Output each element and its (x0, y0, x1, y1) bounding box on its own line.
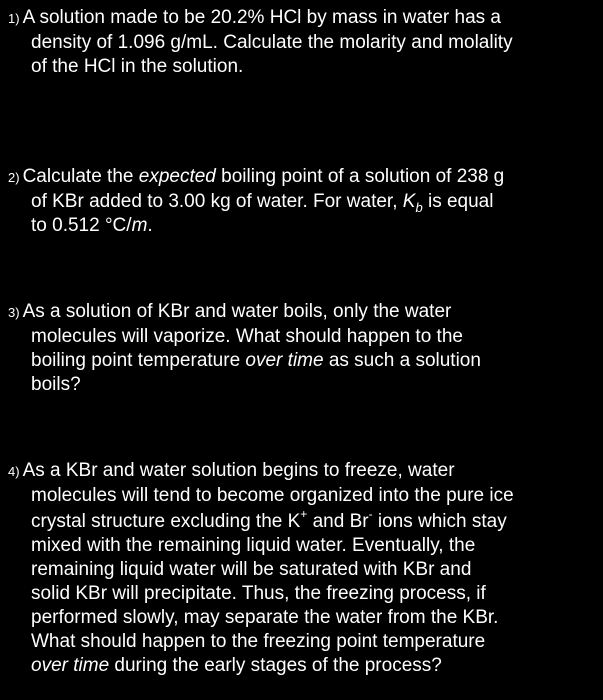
question-4-line-2: molecules will tend to become organized into the pure ice (31, 485, 514, 506)
question-3-number: 3) (8, 305, 20, 320)
question-4-line-7: performed slowly, may separate the water from the KBr. (31, 607, 499, 628)
kb-symbol: $K_b$ (402, 191, 423, 215)
question-4-line-1: 4) As a KBr and water solution begins to freeze, water (8, 460, 455, 481)
question-4-line-9: over time during the early stages of the process? (31, 655, 442, 676)
question-2-line-1: 2) Calculate the expected boiling point of a solution of 238 g (8, 166, 505, 187)
question-2-number: 2) (8, 170, 20, 185)
emphasis-over-time: over time (245, 350, 324, 371)
question-4-line-3: crystal structure excluding the K+ and Br- ions which stay (31, 506, 507, 532)
emphasis-expected: expected (138, 166, 216, 187)
bromide-charge: - (368, 506, 373, 521)
question-4-number: 4) (8, 464, 20, 479)
question-3-line-2: molecules will vaporize. What should happen to the (31, 326, 463, 347)
question-4-line-8: What should happen to the freezing point temperature (31, 631, 486, 652)
potassium-charge: + (300, 506, 308, 521)
question-3-line-1: 3) As a solution of KBr and water boils, only the water (8, 301, 452, 322)
question-1-line-3: of the HCl in the solution. (31, 56, 244, 77)
question-4-line-4: mixed with the remaining liquid water. Eventually, the (31, 535, 476, 556)
question-3-line-4: boils? (31, 374, 81, 395)
question-4-line-5: remaining liquid water will be saturated with KBr and (31, 559, 472, 580)
emphasis-over-time: over time (31, 655, 110, 676)
molality-unit: m (131, 215, 148, 236)
question-1 (8, 6, 598, 79)
question-2-line-2: of KBr added to 3.00 kg of water. For water, $K_b$ is equal (31, 191, 494, 215)
question-4-line-6: solid KBr will precipitate. Thus, the freezing process, if (31, 583, 486, 604)
question-2 (8, 165, 598, 238)
question-4 (8, 459, 598, 678)
question-3-line-3: boiling point temperature over time as such a solution (31, 350, 481, 371)
question-1-line-2: density of 1.096 g/mL. Calculate the molarity and molality (31, 32, 513, 53)
question-3 (8, 300, 598, 397)
question-1-line-1: 1) A solution made to be 20.2% HCl by mass in water has a (8, 7, 501, 28)
question-1-number: 1) (8, 11, 20, 26)
question-2-line-3: to 0.512 °C/m. (31, 215, 153, 236)
